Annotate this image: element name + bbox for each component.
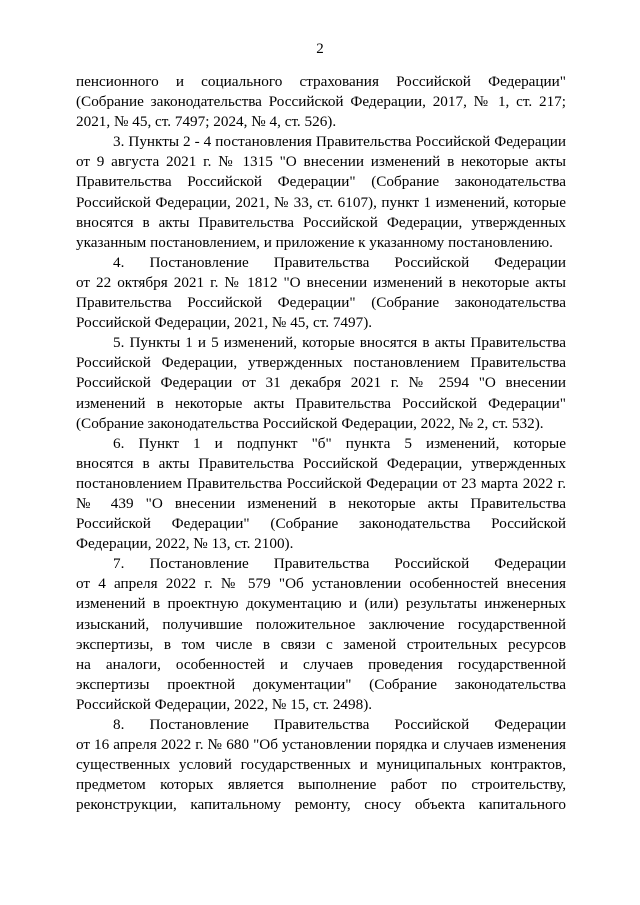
text-line: от 4 апреля 2022 г. № 579 "Об установлении особенностей внесения — [76, 575, 566, 593]
text-line: указанным постановлением, и приложение к указанному постановлению. — [76, 233, 553, 251]
text-line: на аналоги, особенностей и случаев проведения государственной — [76, 655, 566, 673]
text-line: пенсионного и социального страхования Российской Федерации" — [76, 73, 566, 90]
text-line: Российской Федерации от 31 декабря 2021 г. № 2594 "О внесении — [76, 374, 566, 392]
paragraph-first-line: 6. Пункт 1 и подпункт "б" пункта 5 изменений, которые — [113, 434, 566, 452]
text-line: существенных условий государственных и муниципальных контрактов, — [76, 756, 566, 774]
text-line: Российской Федерации, утвержденных постановлением Правительства — [76, 354, 566, 372]
paragraph-first-line: 7. Постановление Правительства Российской Федерации — [113, 555, 566, 573]
paragraph-first-line: 3. Пункты 2 - 4 постановления Правительства Российской Федерации — [113, 133, 566, 151]
text-line: вносятся в акты Правительства Российской Федерации, утвержденных — [76, 213, 566, 231]
text-line: от 22 октября 2021 г. № 1812 "О внесении изменений в некоторые акты — [76, 273, 566, 291]
text-line: изысканий, получившие положительное заключение государственной — [76, 615, 566, 633]
text-line: Российской Федерации, 2021, № 45, ст. 7497). — [76, 314, 373, 332]
text-line: Федерации, 2022, № 13, ст. 2100). — [76, 535, 294, 553]
text-line: экспертизы, в том числе в связи с заменой строительных ресурсов — [76, 635, 566, 653]
text-line: 2021, № 45, ст. 7497; 2024, № 4, ст. 526). — [76, 113, 337, 131]
text-line: Российской Федерации, 2022, № 15, ст. 2498). — [76, 695, 373, 713]
text-line: от 16 апреля 2022 г. № 680 "Об установлении порядка и случаев изменения — [76, 736, 566, 754]
text-line: Правительства Российской Федерации" (Собрание законодательства — [76, 173, 566, 191]
page-number: 2 — [316, 41, 324, 57]
text-line: вносятся в акты Правительства Российской Федерации, утвержденных — [76, 454, 566, 472]
text-line: (Собрание законодательства Российской Федерации, 2022, № 2, ст. 532). — [76, 414, 544, 432]
paragraph-first-line: 4. Постановление Правительства Российской Федерации — [113, 253, 566, 271]
paragraph-first-line: 8. Постановление Правительства Российской Федерации — [113, 716, 566, 733]
text-line: Российской Федерации" (Собрание законодательства Российской — [76, 515, 566, 533]
text-line: экспертизы проектной документации" (Собрание законодательства — [76, 675, 566, 693]
paragraph-first-line: 5. Пункты 1 и 5 изменений, которые вносятся в акты Правительства — [113, 334, 566, 352]
document-body — [76, 72, 566, 815]
text-line: (Собрание законодательства Российской Федерации, 2017, № 1, ст. 217; — [76, 93, 566, 111]
text-line: Правительства Российской Федерации" (Собрание законодательства — [76, 294, 566, 312]
text-line: постановлением Правительства Российской Федерации от 23 марта 2022 г. — [76, 474, 566, 492]
text-line: от 9 августа 2021 г. № 1315 "О внесении изменений в некоторые акты — [76, 153, 566, 171]
text-line: изменений в некоторые акты Правительства Российской Федерации" — [76, 394, 566, 412]
text-line: реконструкции, капитальному ремонту, сносу объекта капитального — [76, 796, 566, 814]
text-line: предметом которых является выполнение работ по строительству, — [76, 776, 566, 794]
text-line: изменений в проектную документацию и (или) результаты инженерных — [76, 595, 566, 613]
text-line: Российской Федерации, 2021, № 33, ст. 6107), пункт 1 изменений, которые — [76, 193, 566, 211]
text-line: № 439 "О внесении изменений в некоторые акты Правительства — [76, 494, 566, 512]
